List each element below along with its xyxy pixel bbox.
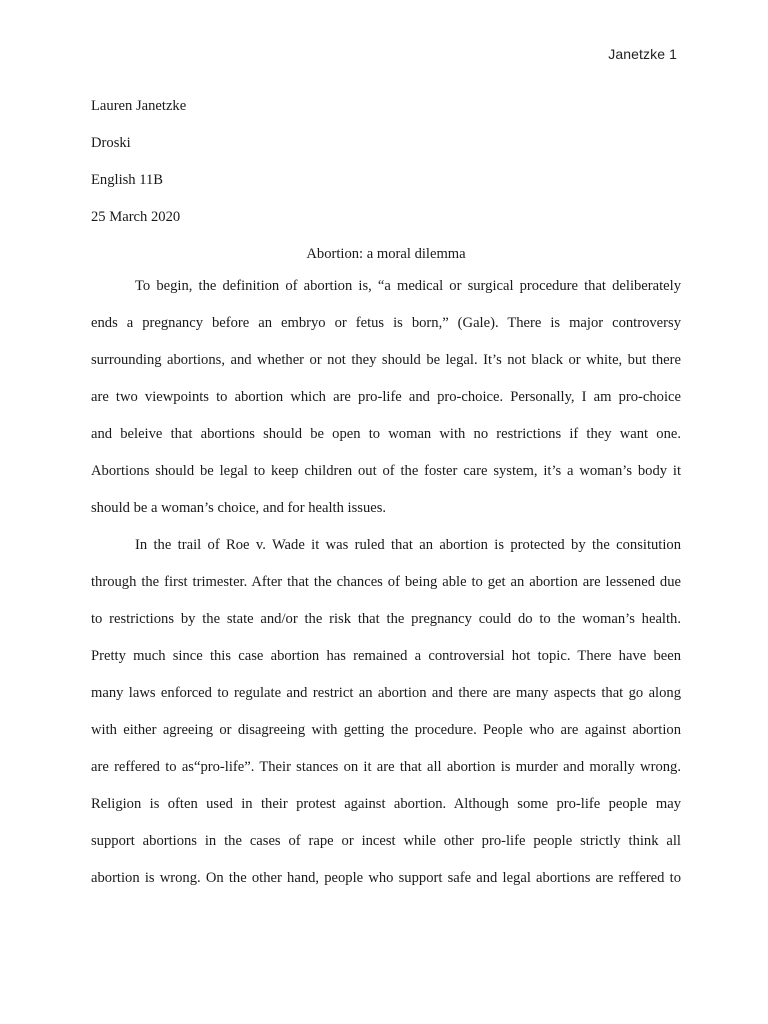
paragraph-1-line: surrounding abortions, and whether or not they should be legal. It’s not black or white, but there: [91, 352, 681, 368]
paragraph-1-line: are two viewpoints to abortion which are pro-life and pro-choice. Personally, I am pro-choice: [91, 389, 681, 405]
paragraph-2-line: are reffered to as“pro-life”. Their stances on it are that all abortion is murder and morally wrong.: [91, 759, 681, 775]
paragraph-2-line: Pretty much since this case abortion has remained a controversial hot topic. There have been: [91, 648, 681, 664]
document-date: 25 March 2020: [91, 209, 181, 225]
paragraph-2-line: many laws enforced to regulate and restrict an abortion and there are many aspects that go along: [91, 685, 681, 701]
running-head: Janetzke 1: [608, 46, 677, 62]
paragraph-1-line: Abortions should be legal to keep children out of the foster care system, it’s a woman’s body it: [91, 463, 681, 479]
paragraph-2-line: In the trail of Roe v. Wade it was ruled that an abortion is protected by the consitution: [135, 537, 681, 553]
paragraph-1-line: To begin, the definition of abortion is, “a medical or surgical procedure that deliberately: [135, 278, 681, 294]
mla-heading: [91, 88, 681, 236]
paragraph-2-line: to restrictions by the state and/or the risk that the pregnancy could do to the woman’s health.: [91, 611, 681, 627]
paragraph-2-line: with either agreeing or disagreeing with getting the procedure. People who are against abortion: [91, 722, 681, 738]
paragraph-2-line: Religion is often used in their protest against abortion. Although some pro-life people may: [91, 796, 681, 812]
paragraph-1-line: ends a pregnancy before an embryo or fetus is born,” (Gale). There is major controversy: [91, 315, 681, 331]
paragraph-2-line: through the first trimester. After that the chances of being able to get an abortion are lessened due: [91, 574, 681, 590]
paragraph-1-line: and beleive that abortions should be open to woman with no restrictions if they want one.: [91, 426, 681, 442]
paragraph-1-line: should be a woman’s choice, and for health issues.: [91, 500, 387, 516]
instructor-name: Droski: [91, 135, 131, 151]
paragraph-2-line: abortion is wrong. On the other hand, people who support safe and legal abortions are reffered to: [91, 870, 681, 886]
paragraph-2-line: support abortions in the cases of rape or incest while other pro-life people strictly think all: [91, 833, 681, 849]
document-title: Abortion: a moral dilemma: [306, 246, 466, 262]
essay-body: [91, 268, 681, 897]
author-name: Lauren Janetzke: [91, 98, 187, 114]
course-name: English 11B: [91, 172, 164, 188]
